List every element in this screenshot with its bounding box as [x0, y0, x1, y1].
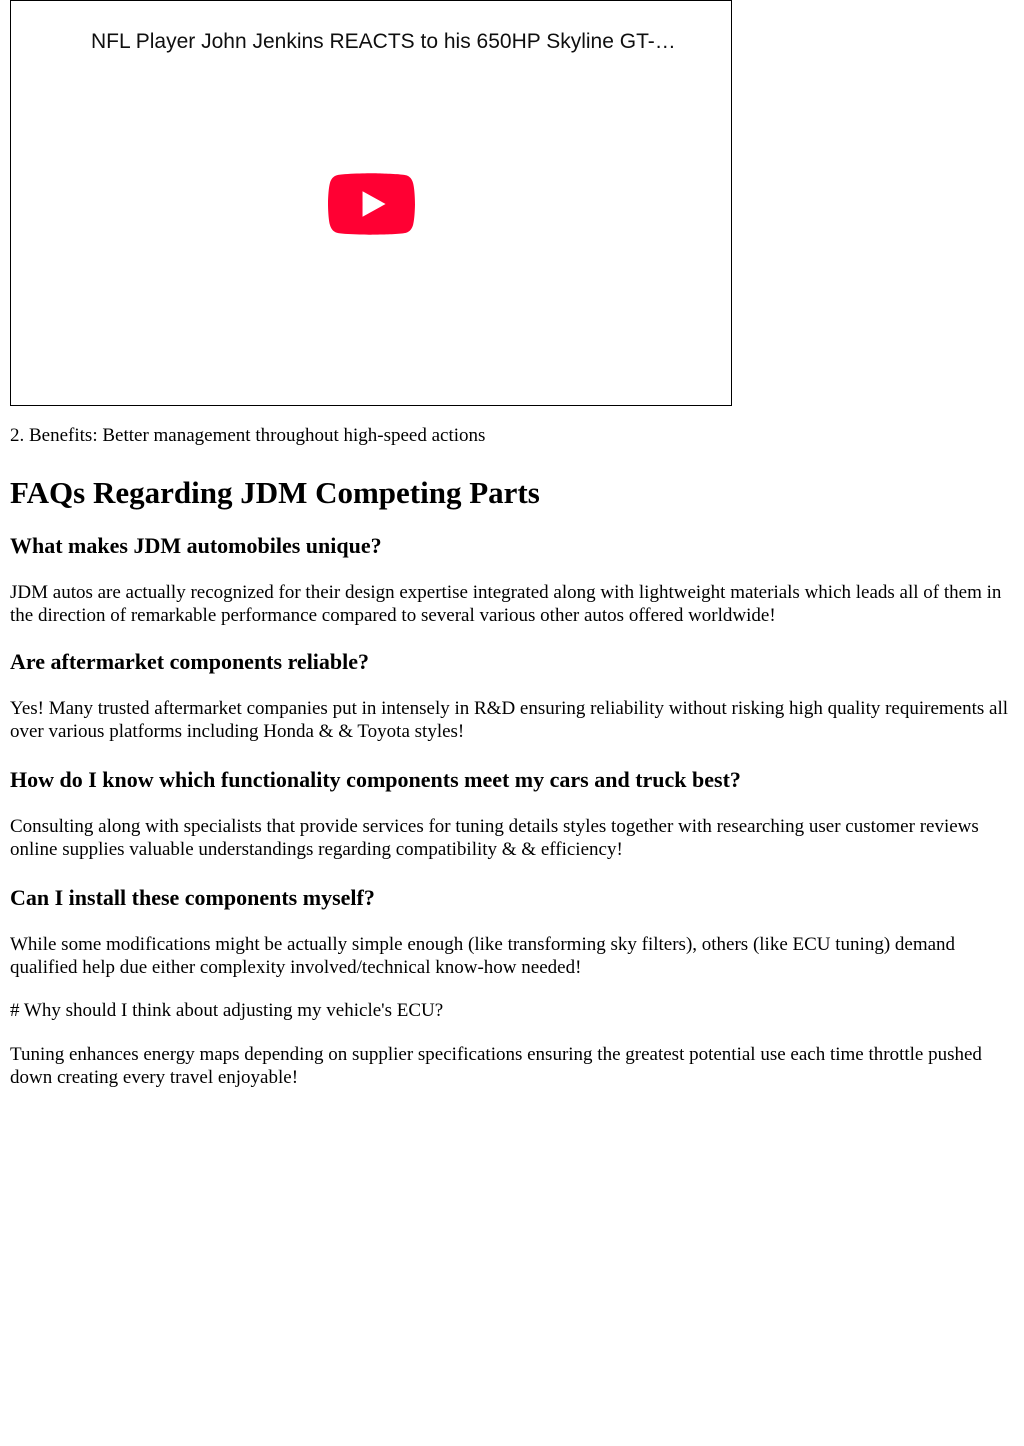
faq-question: What makes JDM automobiles unique? [10, 533, 382, 558]
ecu-question-line: # Why should I think about adjusting my vehicle's ECU? [10, 1000, 444, 1021]
faq-question: Are aftermarket components reliable? [10, 649, 370, 674]
faq-answer: Yes! Many trusted aftermarket companies put in intensely in R&D ensuring reliability without risking high quality requirements all over various platforms including Honda & & Toyota styles! [10, 698, 1009, 742]
benefits-line: 2. Benefits: Better management throughout high-speed actions [10, 425, 486, 446]
video-title[interactable]: NFL Player John Jenkins REACTS to his 650HP Skyline GT-… [91, 30, 676, 53]
video-embed[interactable] [10, 0, 732, 406]
faq-answer: While some modifications might be actually simple enough (like transforming sky filters), others (like ECU tuning) demand qualified help due either complexity involved/technical know-how needed! [10, 934, 956, 978]
youtube-play-icon [328, 173, 415, 235]
article-content [10, 424, 1010, 1089]
faq-answer: JDM autos are actually recognized for their design expertise integrated along with lightweight materials which leads all of them in the direction of remarkable performance compared to several various other autos offered worldwide! [10, 582, 1002, 626]
faq-answer: Consulting along with specialists that provide services for tuning details styles together with researching user customer reviews online supplies valuable understandings regarding compatibility & & efficiency! [10, 816, 979, 860]
play-button[interactable] [328, 173, 415, 235]
faq-question: How do I know which functionality components meet my cars and truck best? [10, 767, 741, 792]
ecu-answer: Tuning enhances energy maps depending on supplier specifications ensuring the greatest potential use each time throttle pushed down creating every travel enjoyable! [10, 1044, 982, 1088]
faq-heading: FAQs Regarding JDM Competing Parts [10, 475, 540, 510]
faq-question: Can I install these components myself? [10, 885, 375, 910]
